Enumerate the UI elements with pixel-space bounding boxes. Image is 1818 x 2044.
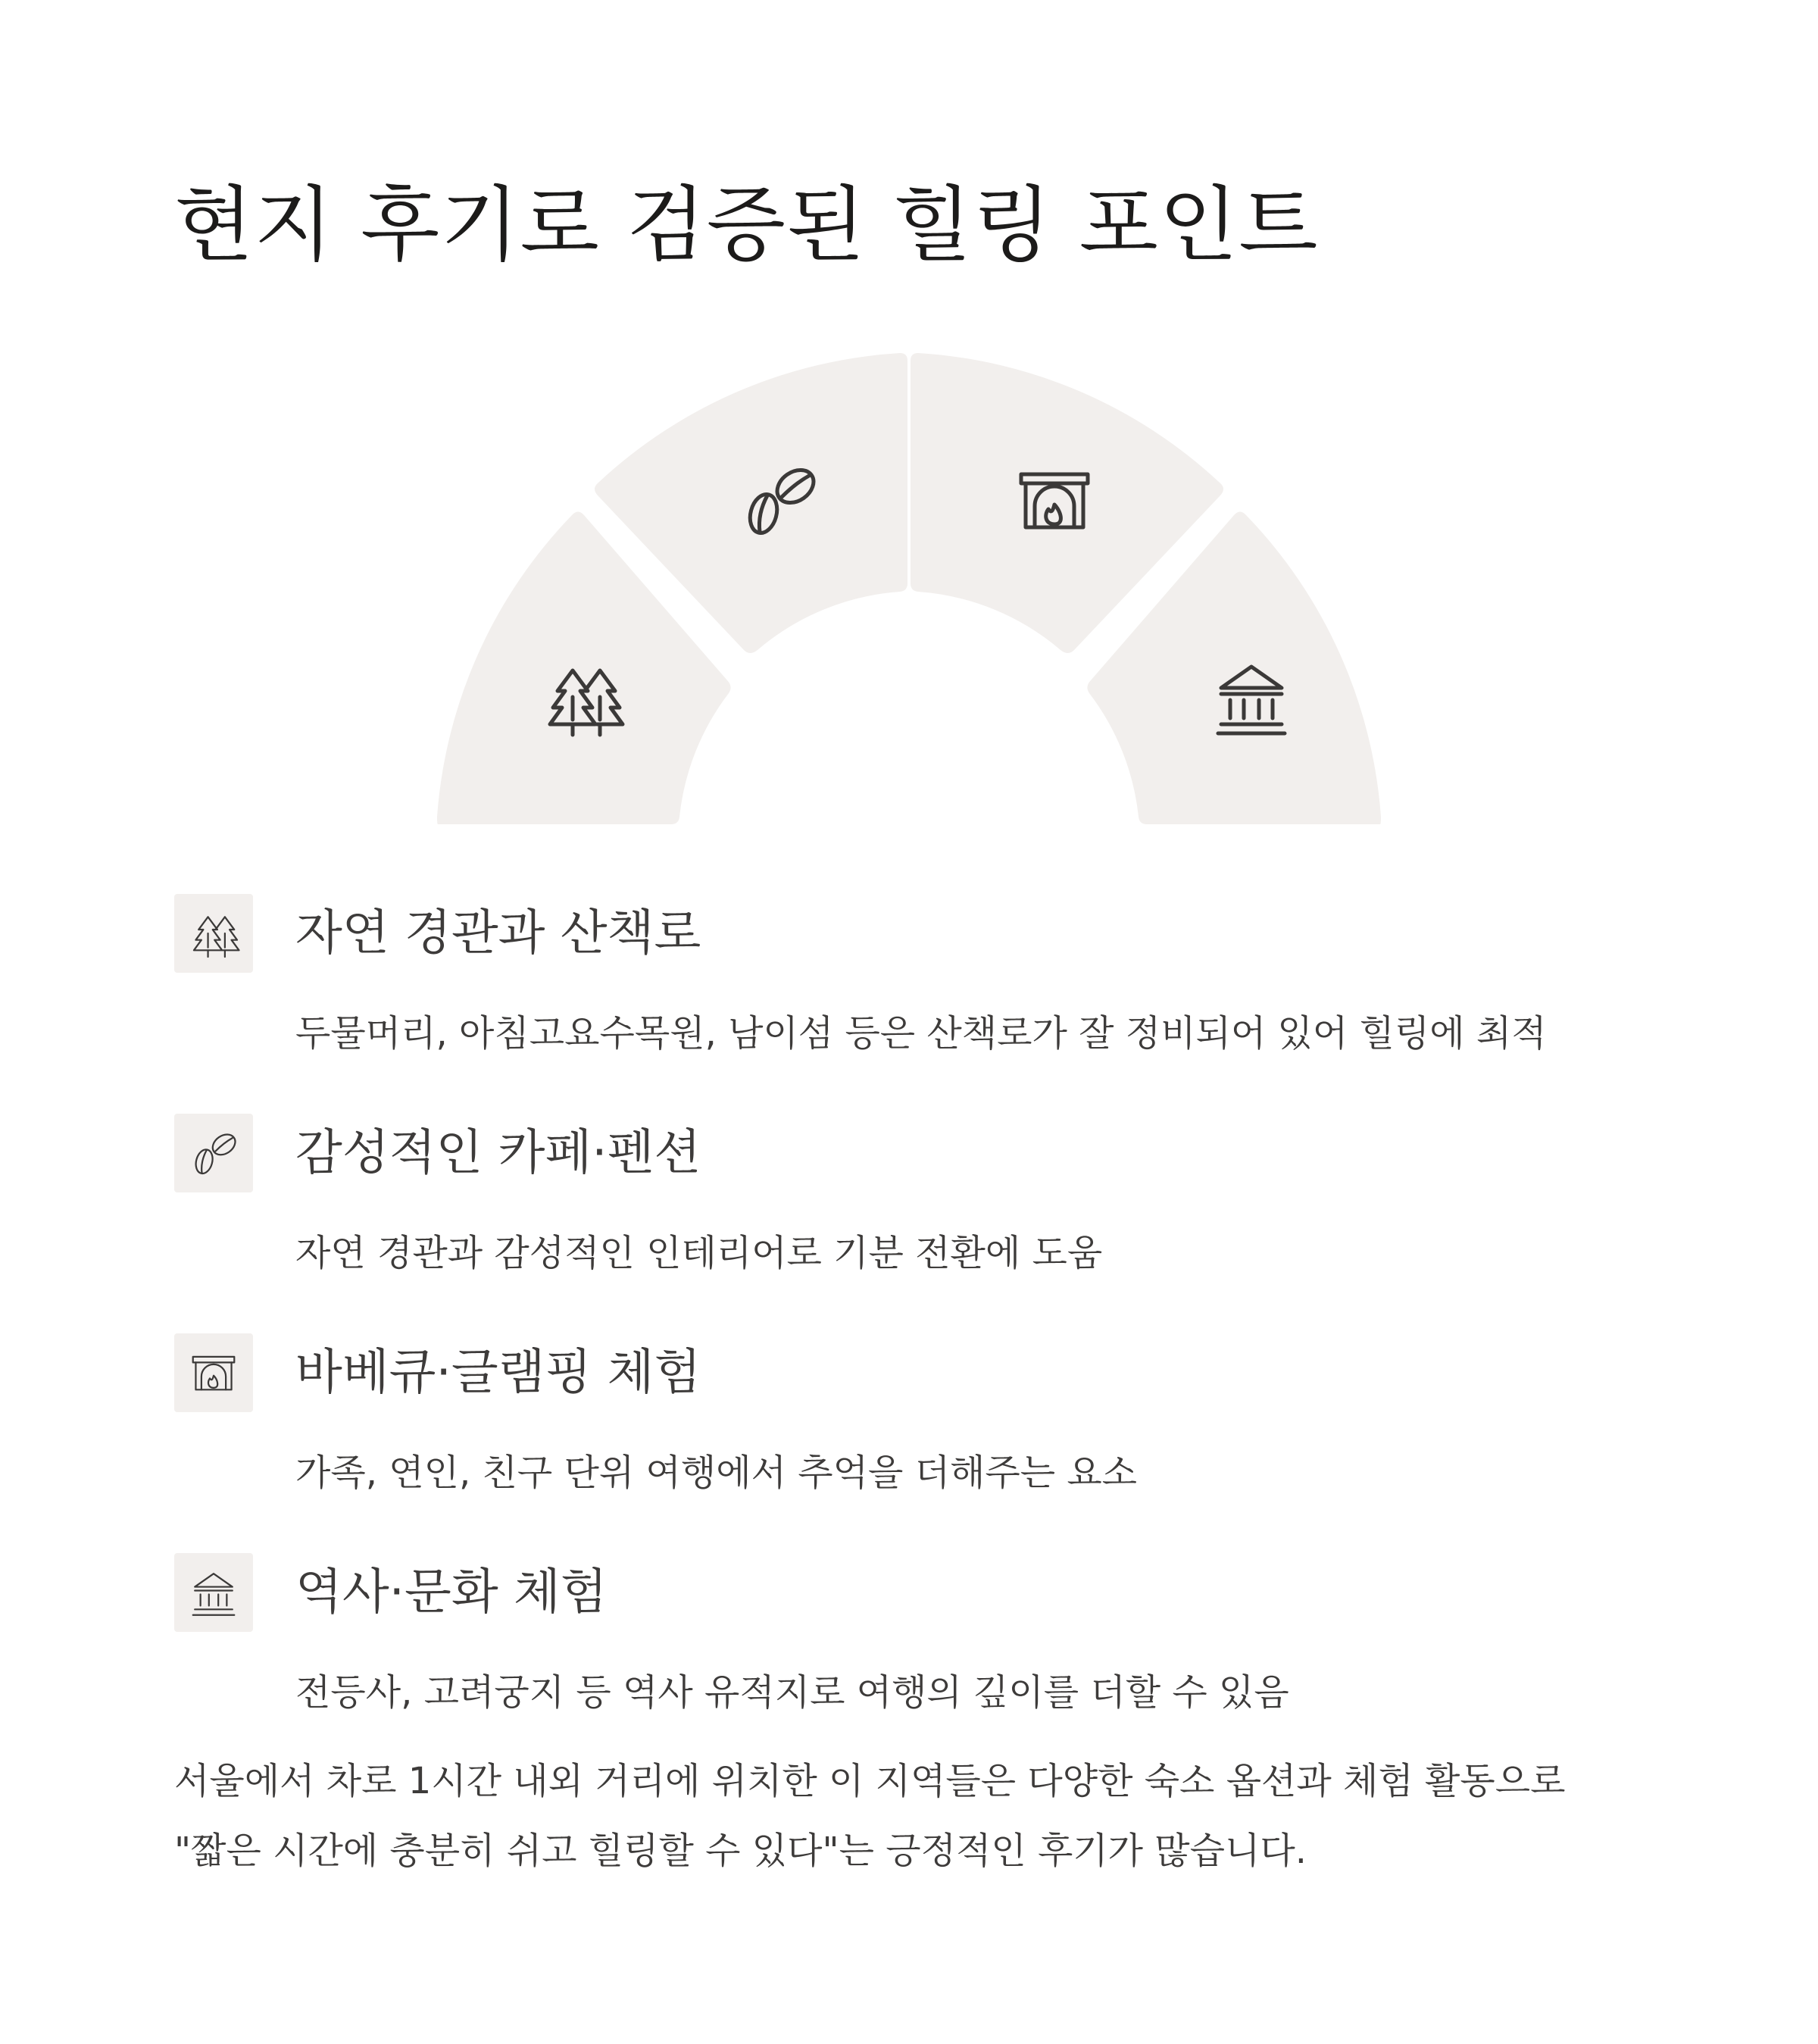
trees-icon	[194, 917, 239, 957]
page-title: 현지 후기로 검증된 힐링 포인트	[174, 178, 1319, 273]
coffee-beans-icon	[193, 1130, 239, 1176]
fireplace-icon	[193, 1357, 235, 1389]
item-title: 감성적인 카페·펜션	[295, 1125, 701, 1181]
item-description: 전등사, 고려궁지 등 역사 유적지로 여행의 깊이를 더할 수 있음	[295, 1671, 1289, 1714]
summary-paragraph	[174, 1746, 1727, 1886]
item-icon-box	[174, 894, 253, 973]
item-title: 역사·문화 체험	[295, 1564, 608, 1621]
item-icon-box	[174, 1553, 253, 1632]
item-description: 두물머리, 아침고요수목원, 남이섬 등은 산책로가 잘 정비되어 있어 힐링에 최적	[295, 1012, 1547, 1055]
museum-icon	[193, 1574, 235, 1615]
summary-line-1: 서울에서 차로 1시간 내외 거리에 위치한 이 지역들은 다양한 숙소 옵션과 체험 활동으로	[174, 1760, 1566, 1802]
summary-line-2: "짧은 시간에 충분히 쉬고 힐링할 수 있다"는 긍정적인 후기가 많습니다.	[174, 1830, 1307, 1872]
item-icon-box	[174, 1114, 253, 1192]
item-description: 가족, 연인, 친구 단위 여행에서 추억을 더해주는 요소	[295, 1452, 1138, 1494]
item-description: 자연 경관과 감성적인 인테리어로 기분 전환에 도움	[295, 1232, 1103, 1274]
item-icon-box	[174, 1333, 253, 1412]
item-title: 자연 경관과 산책로	[295, 905, 701, 961]
semicircle-diagram	[0, 0, 1818, 849]
item-title: 바베큐·글램핑 체험	[295, 1345, 701, 1401]
